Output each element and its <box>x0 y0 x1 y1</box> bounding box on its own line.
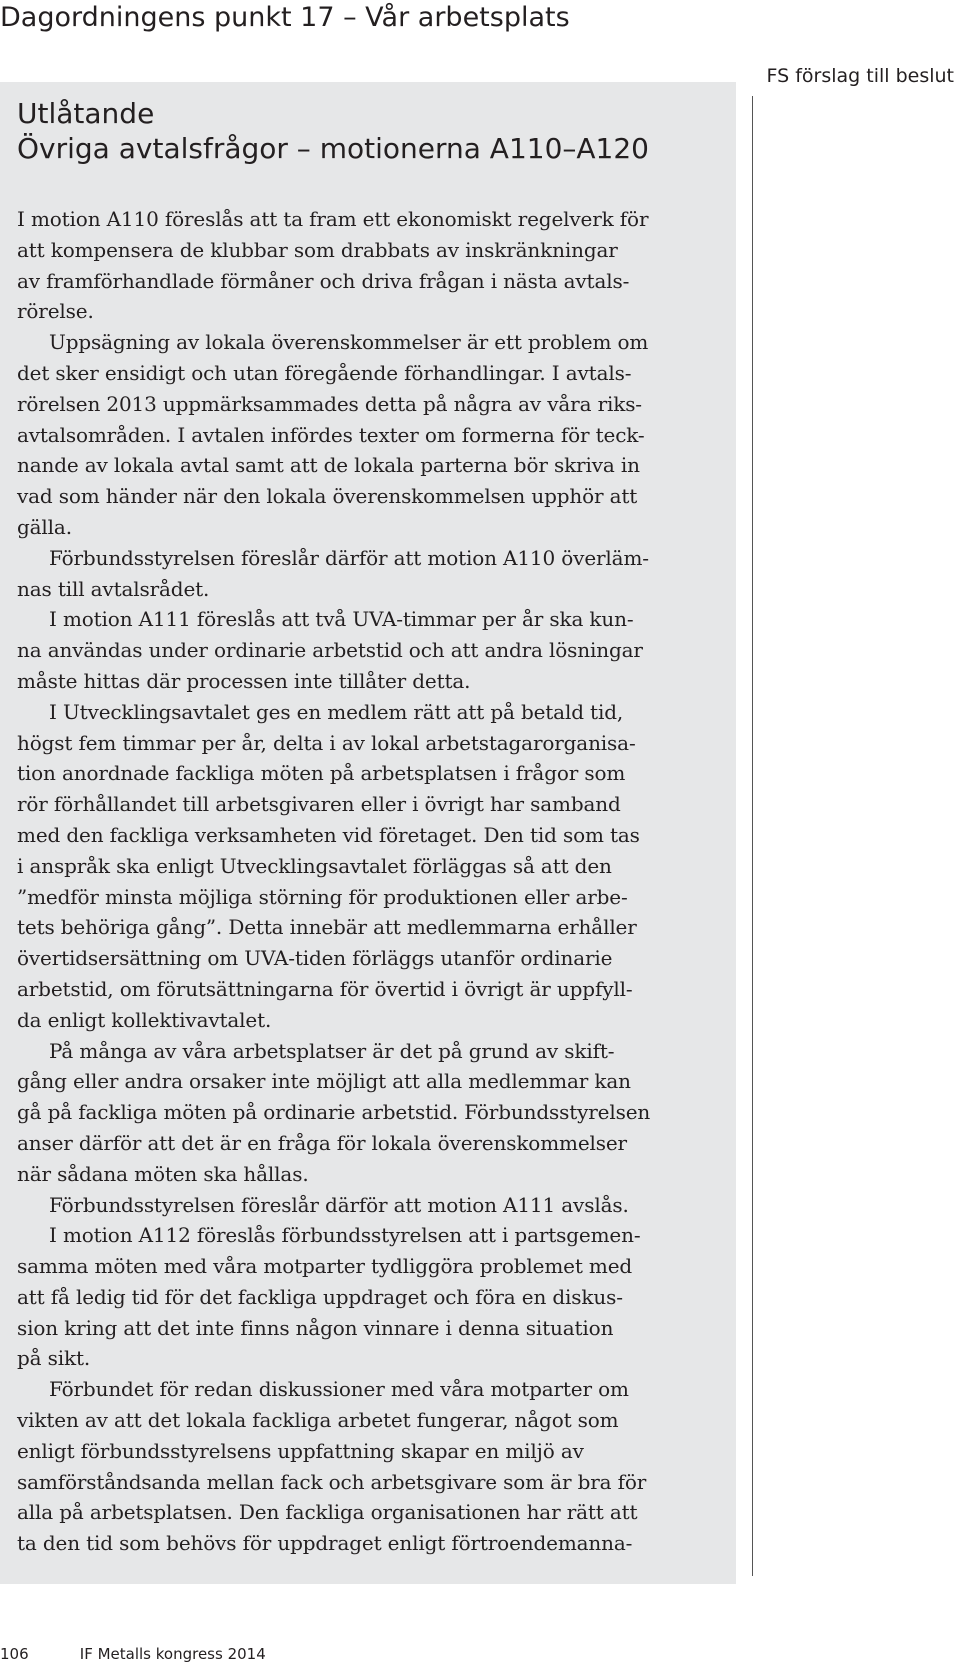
text-line: På många av våra arbetsplatser är det på grund av skift- <box>49 1038 615 1063</box>
publication-title: IF Metalls kongress 2014 <box>79 1645 266 1663</box>
text-line: nande av lokala avtal samt att de lokala parterna bör skriva in <box>17 453 640 478</box>
text-line: vikten av att det lokala fackliga arbetet fungerar, något som <box>17 1408 619 1433</box>
text-line: det sker ensidigt och utan föregående förhandlingar. I avtals- <box>17 360 632 385</box>
side-label-fs-proposal: FS förslag till beslut <box>766 65 954 87</box>
page-footer <box>0 1644 266 1664</box>
text-line: gå på fackliga möten på ordinarie arbetstid. Förbundsstyrelsen <box>17 1100 651 1125</box>
text-line: sion kring att det inte finns någon vinnare i denna situation <box>17 1315 614 1340</box>
vertical-divider <box>752 96 753 1576</box>
text-line: ”medför minsta möjliga störning för produktionen eller arbe- <box>17 884 628 909</box>
panel-heading <box>17 96 649 166</box>
text-line: högst fem timmar per år, delta i av lokal arbetstagarorganisa- <box>17 730 636 755</box>
text-line: rörelsen 2013 uppmärksammades detta på några av våra riks- <box>17 391 642 416</box>
text-line: Förbundsstyrelsen föreslår därför att motion A111 avslås. <box>49 1192 629 1217</box>
text-line: måste hittas där processen inte tillåter detta. <box>17 668 471 693</box>
text-line: att kompensera de klubbar som drabbats av inskränkningar <box>17 237 618 262</box>
statement-panel <box>0 82 736 1584</box>
text-line: ta den tid som behövs för uppdraget enligt förtroendemanna- <box>17 1531 633 1556</box>
text-line: vad som händer när den lokala överenskommelsen upphör att <box>17 484 638 509</box>
page-number: 106 <box>0 1645 29 1663</box>
text-line: arbetstid, om förutsättningarna för övertid i övrigt är uppfyll- <box>17 976 633 1001</box>
panel-heading-line-2: Övriga avtalsfrågor – motionerna A110–A120 <box>17 132 649 165</box>
text-line: Förbundsstyrelsen föreslår därför att motion A110 överläm- <box>49 545 649 570</box>
text-line: Förbundet för redan diskussioner med våra motparter om <box>49 1377 629 1402</box>
text-line: tets behöriga gång”. Detta innebär att medlemmarna erhåller <box>17 915 637 940</box>
text-line: na användas under ordinarie arbetstid och att andra lösningar <box>17 638 643 663</box>
text-line: av framförhandlade förmåner och driva frågan i nästa avtals- <box>17 268 630 293</box>
text-line: tion anordnade fackliga möten på arbetsplatsen i frågor som <box>17 761 626 786</box>
panel-heading-line-1: Utlåtande <box>17 97 155 130</box>
text-line: på sikt. <box>17 1346 91 1371</box>
text-line: Uppsägning av lokala överenskommelser är ett problem om <box>49 330 649 355</box>
text-line: samförståndsanda mellan fack och arbetsgivare som är bra för <box>17 1469 647 1494</box>
text-line: gång eller andra orsaker inte möjligt att alla medlemmar kan <box>17 1069 631 1094</box>
text-line: alla på arbetsplatsen. Den fackliga organisationen har rätt att <box>17 1500 638 1525</box>
text-line: övertidsersättning om UVA-tiden förläggs utanför ordinarie <box>17 946 613 971</box>
text-line: i anspråk ska enligt Utvecklingsavtalet förläggas så att den <box>17 853 612 878</box>
text-line: I motion A111 föreslås att två UVA-timmar per år ska kun- <box>49 607 634 632</box>
text-line: gälla. <box>17 514 72 539</box>
text-line: med den fackliga verksamheten vid företaget. Den tid som tas <box>17 822 640 847</box>
text-line: rör förhållandet till arbetsgivaren eller i övrigt har samband <box>17 792 621 817</box>
page-header-title: Dagordningens punkt 17 – Vår arbetsplats <box>0 2 570 33</box>
text-line: I motion A112 föreslås förbundsstyrelsen att i partsgemen- <box>49 1223 641 1248</box>
text-line: I motion A110 föreslås att ta fram ett ekonomiskt regelverk för <box>17 207 649 231</box>
text-line: enligt förbundsstyrelsens uppfattning skapar en miljö av <box>17 1438 584 1463</box>
text-line: da enligt kollektivavtalet. <box>17 1007 272 1032</box>
text-line: anser därför att det är en fråga för lokala överenskommelser <box>17 1130 627 1155</box>
statement-body-text <box>17 204 719 1559</box>
text-line: när sådana möten ska hållas. <box>17 1161 309 1186</box>
text-line: rörelse. <box>17 299 94 324</box>
text-line: I Utvecklingsavtalet ges en medlem rätt att på betald tid, <box>49 699 624 724</box>
text-line: samma möten med våra motparter tydliggöra problemet med <box>17 1254 633 1279</box>
text-line: att få ledig tid för det fackliga uppdraget och föra en diskus- <box>17 1284 623 1309</box>
text-line: nas till avtalsrådet. <box>17 576 210 601</box>
text-line: avtalsområden. I avtalen infördes texter om formerna för teck- <box>17 422 645 447</box>
